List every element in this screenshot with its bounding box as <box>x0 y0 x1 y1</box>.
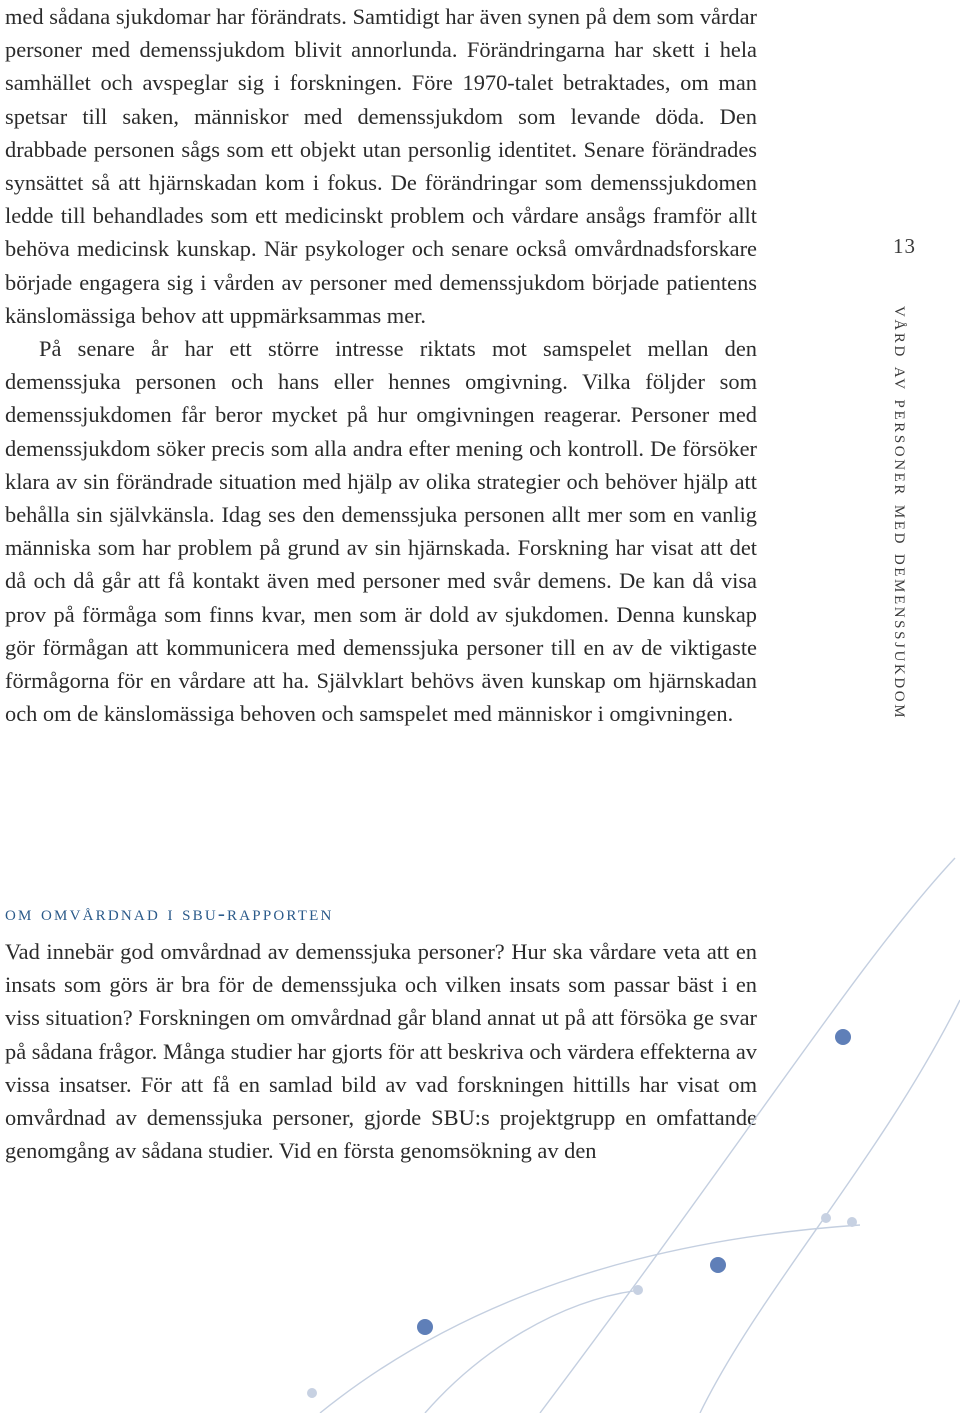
decorative-dot <box>835 1029 851 1045</box>
body-text-top <box>5 0 757 730</box>
decorative-dot <box>847 1217 857 1227</box>
paragraph-3: Vad innebär god omvårdnad av demenssjuka personer? Hur ska vårdare veta att en insats som görs är bra för de demenssjuka och vilken insats som passar bäst i en viss situation? Forskningen om omvårdnad går bland annat ut på att försöka ge svar på sådana frågor. Många studier har gjorts för att beskriva och värdera effekterna av vissa insatser. För att få en samlad bild av vad forskningen hittills har visat om omvårdnad av demenssjuka personer, gjorde SBU:s projektgrupp en omfattande genomgång av sådana studier. Vid en första genomsökning av den <box>5 939 757 1164</box>
page-number: 13 <box>893 234 916 258</box>
body-text-bottom <box>5 935 757 1167</box>
decorative-dot <box>307 1388 317 1398</box>
decorative-dot <box>710 1257 726 1273</box>
paragraph-2: På senare år har ett större intresse riktats mot samspelet mellan den demenssjuka personen och hans eller hennes omgivning. Vilka följder som demenssjukdomen får beror mycket på hur omgivningen reagerar. Personer med demenssjukdom söker precis som alla andra efter mening och kontroll. De försöker klara av sin förändrade situation med hjälp av olika strategier och behöver hjälp att behålla sin självkänsla. Idag ses den demenssjuka personen allt mer som en vanlig människa som har problem på grund av sin hjärnskada. Forskning har visat att det då och då går att få kontakt även med personer med svår demens. De kan då visa prov på förmåga som finns kvar, men som är dold av sjukdomen. Denna kunskap gör förmågan att kommunicera med demenssjuka personer till en av de viktigaste förmågorna för en vårdare att ha. Självklart behövs även kunskap om hjärnskadan och om de känslomässiga behoven och samspelet med människor i omgivningen. <box>5 336 757 727</box>
decorative-dot <box>417 1319 433 1335</box>
decorative-dot <box>633 1285 643 1295</box>
section-heading: om omvårdnad i sbu-rapporten <box>5 901 334 925</box>
decorative-arc-outer <box>320 1225 860 1413</box>
decorative-dot <box>821 1213 831 1223</box>
running-head: vård av personer med demenssjukdom <box>890 306 914 721</box>
paragraph-1: med sådana sjukdomar har förändrats. Samtidigt har även synen på dem som vårdar personer med demenssjukdom blivit annorlunda. Förändringarna har skett i hela samhället och avspeglar sig i forskningen. Före 1970-talet betraktades, om man spetsar till saken, människor med demenssjukdom som levande döda. Den drabbade personen sågs som ett objekt utan personlig identitet. Senare förändrades synsättet så att hjärnskadan kom i fokus. De förändringar som demenssjukdomen ledde till behandlades som ett medicinskt problem och vårdare ansågs framför allt behöva medicinsk kunskap. När psykologer och senare också omvårdnadsforskare började engagera sig i vården av personer med demenssjukdom började patientens känslomässiga behov att uppmärksammas mer. <box>5 4 757 328</box>
decorative-arc-small <box>425 1290 640 1413</box>
